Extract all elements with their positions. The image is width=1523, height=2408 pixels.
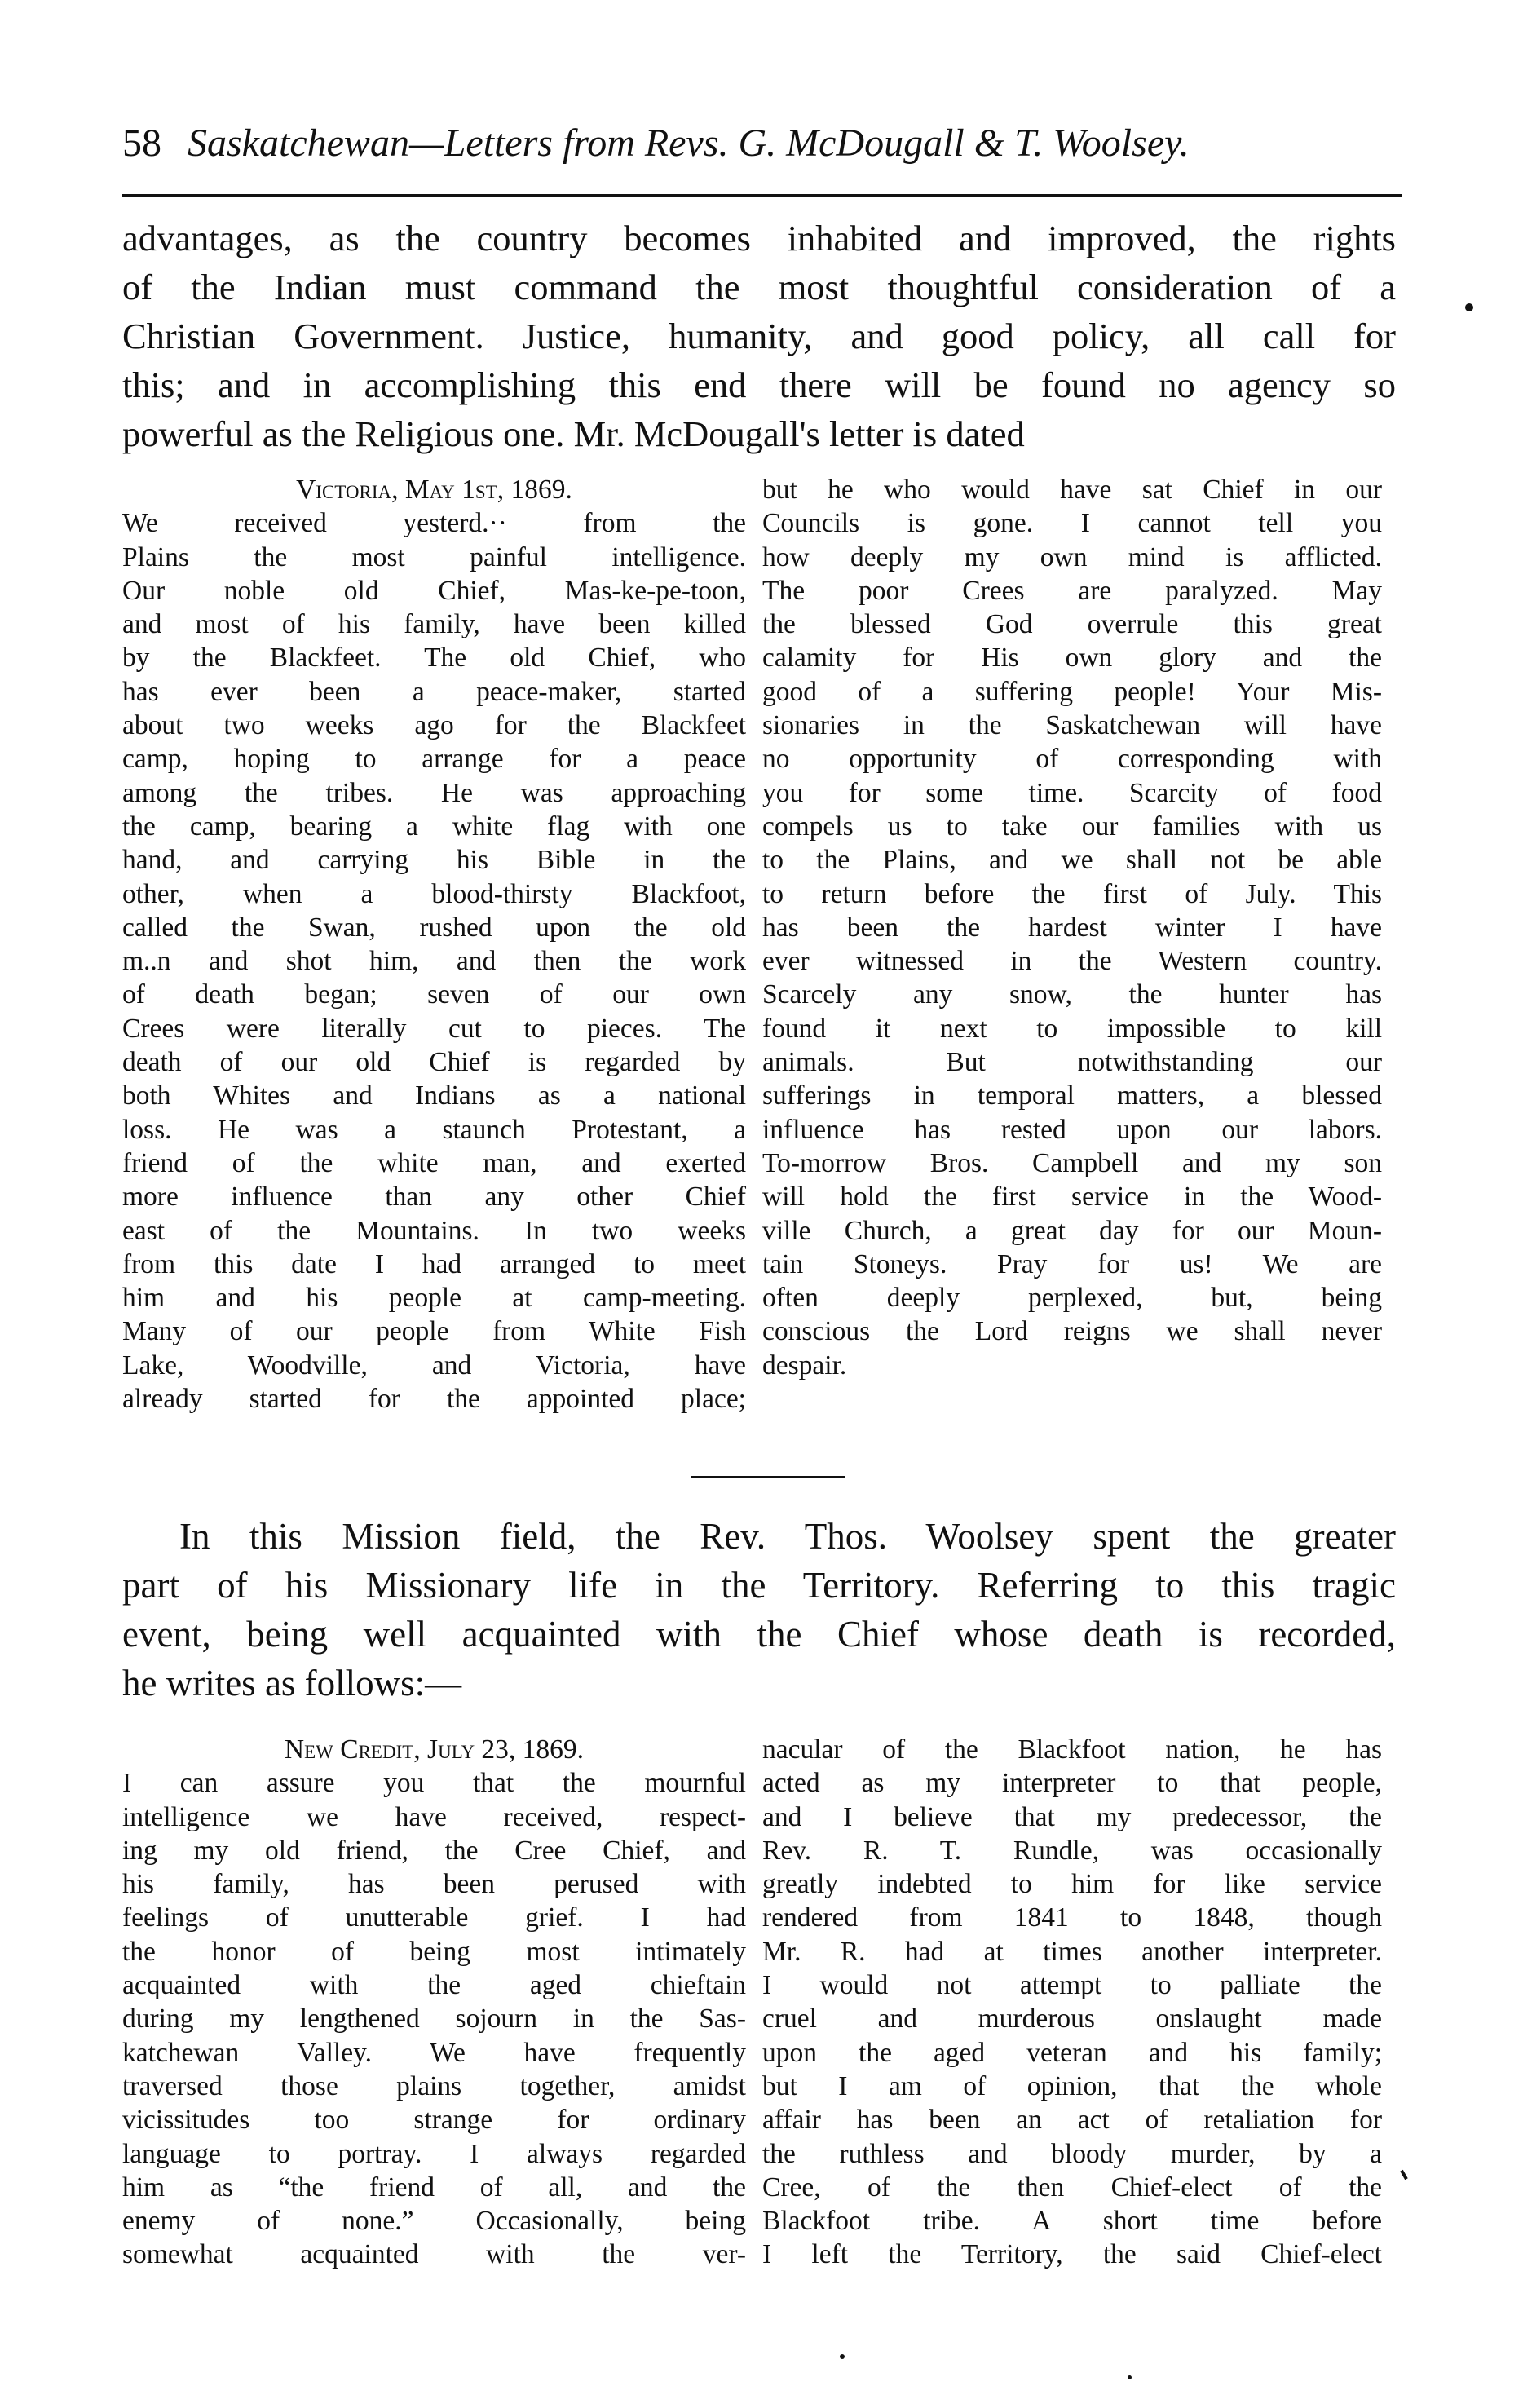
text-line: death of our old Chief is regarded by xyxy=(122,1047,746,1078)
text-line: enemy of none.” Occasionally, being xyxy=(122,2206,746,2237)
text-line: acted as my interpreter to that people, xyxy=(762,1768,1382,1799)
text-line: I left the Territory, the said Chief-elect xyxy=(762,2239,1382,2270)
text-line: from this date I had arranged to meet xyxy=(122,1248,746,1279)
letter1-right-column xyxy=(762,473,1382,1382)
text-line: more influence than any other Chief xyxy=(122,1182,746,1213)
text-line: acquainted with the aged chieftain xyxy=(122,1970,746,2001)
text-line: katchewan Valley. We have frequently xyxy=(122,2037,746,2068)
running-head: Saskatchewan—Letters from Revs. G. McDougall & T. Woolsey. xyxy=(188,122,1190,165)
text-line: loss. He was a staunch Protestant, a xyxy=(122,1114,746,1145)
text-line: has been the hardest winter I have xyxy=(762,912,1382,943)
text-line: affair has been an act of retaliation for xyxy=(762,2105,1382,2136)
text-line: he writes as follows:— xyxy=(122,1663,462,1703)
letter2-dateline: New Credit, July 23, 1869. xyxy=(284,1734,585,1765)
header-rule xyxy=(122,194,1402,197)
text-line: Mr. R. had at times another interpreter. xyxy=(762,1936,1382,1967)
page-header xyxy=(122,121,1394,166)
text-line: sufferings in temporal matters, a blessed xyxy=(762,1080,1382,1111)
text-line: but I am of opinion, that the whole xyxy=(762,2070,1382,2101)
text-line: greatly indebted to him for like service xyxy=(762,1869,1382,1900)
text-line: Councils is gone. I cannot tell you xyxy=(762,508,1382,539)
text-line: friend of the white man, and exerted xyxy=(122,1147,746,1178)
text-line: ever witnessed in the Western country. xyxy=(762,946,1382,977)
text-line: somewhat acquainted with the ver- xyxy=(122,2239,746,2270)
text-line: both Whites and Indians as a national xyxy=(122,1080,746,1111)
text-line: Many of our people from White Fish xyxy=(122,1316,746,1347)
text-line: ing my old friend, the Cree Chief, and xyxy=(122,1835,746,1866)
margin-dot xyxy=(1128,2375,1132,2379)
text-line: of death began; seven of our own xyxy=(122,979,746,1010)
text-line: animals. But notwithstanding our xyxy=(762,1047,1382,1078)
text-line: We received yesterd.·· from the xyxy=(122,508,746,539)
text-line: Scarcely any snow, the hunter has xyxy=(762,979,1382,1010)
text-line: language to portray. I always regarded xyxy=(122,2138,746,2169)
text-line: part of his Missionary life in the Territory. Referring to this tragic xyxy=(122,1565,1396,1606)
text-line: advantages, as the country becomes inhabited and improved, the rights xyxy=(122,218,1396,258)
text-line: the ruthless and bloody murder, by a xyxy=(762,2138,1382,2169)
text-line: Christian Government. Justice, humanity, and good policy, all call for xyxy=(122,316,1396,356)
text-line: I can assure you that the mournful xyxy=(122,1768,746,1799)
text-line: how deeply my own mind is afflicted. xyxy=(762,541,1382,572)
text-line: his family, has been perused with xyxy=(122,1869,746,1900)
text-line: found it next to impossible to kill xyxy=(762,1013,1382,1044)
text-line: Cree, of the then Chief-elect of the xyxy=(762,2172,1382,2203)
text-line: Crees were literally cut to pieces. The xyxy=(122,1013,746,1044)
text-line: Lake, Woodville, and Victoria, have xyxy=(122,1350,746,1381)
text-line: Rev. R. T. Rundle, was occasionally xyxy=(762,1835,1382,1866)
text-line: you for some time. Scarcity of food xyxy=(762,777,1382,808)
text-line: influence has rested upon our labors. xyxy=(762,1114,1382,1145)
text-line: him as “the friend of all, and the xyxy=(122,2172,746,2203)
text-line: ville Church, a great day for our Moun- xyxy=(762,1215,1382,1246)
text-line: has ever been a peace-maker, started xyxy=(122,676,746,707)
letter1-left-column xyxy=(122,473,746,1416)
text-line: him and his people at camp-meeting. xyxy=(122,1283,746,1314)
section-divider xyxy=(691,1476,845,1478)
text-line: camp, hoping to arrange for a peace xyxy=(122,744,746,775)
text-line: will hold the first service in the Wood- xyxy=(762,1182,1382,1213)
middle-paragraph xyxy=(122,1512,1396,1708)
text-line: nacular of the Blackfoot nation, he has xyxy=(762,1734,1382,1765)
text-line: In this Mission field, the Rev. Thos. Woolsey spent the greater xyxy=(179,1516,1396,1557)
text-line: sionaries in the Saskatchewan will have xyxy=(762,710,1382,741)
text-line: but he who would have sat Chief in our xyxy=(762,475,1382,505)
text-line: To-morrow Bros. Campbell and my son xyxy=(762,1147,1382,1178)
text-line: the camp, bearing a white flag with one xyxy=(122,811,746,842)
text-line: calamity for His own glory and the xyxy=(762,643,1382,674)
text-line: about two weeks ago for the Blackfeet xyxy=(122,710,746,741)
text-line: conscious the Lord reigns we shall never xyxy=(762,1316,1382,1347)
text-line: the honor of being most intimately xyxy=(122,1936,746,1967)
text-line: during my lengthened sojourn in the Sas- xyxy=(122,2004,746,2035)
margin-mark xyxy=(1400,2170,1407,2180)
margin-dot xyxy=(1465,303,1473,311)
text-line: and most of his family, have been killed xyxy=(122,609,746,640)
text-line: vicissitudes too strange for ordinary xyxy=(122,2105,746,2136)
text-line: called the Swan, rushed upon the old xyxy=(122,912,746,943)
text-line: east of the Mountains. In two weeks xyxy=(122,1215,746,1246)
text-line: among the tribes. He was approaching xyxy=(122,777,746,808)
text-line: feelings of unutterable grief. I had xyxy=(122,1902,746,1933)
text-line: good of a suffering people! Your Mis- xyxy=(762,676,1382,707)
text-line: cruel and murderous onslaught made xyxy=(762,2004,1382,2035)
text-line: rendered from 1841 to 1848, though xyxy=(762,1902,1382,1933)
page-number: 58 xyxy=(122,122,161,165)
text-line: often deeply perplexed, but, being xyxy=(762,1283,1382,1314)
text-line: to return before the first of July. This xyxy=(762,878,1382,909)
text-line: no opportunity of corresponding with xyxy=(762,744,1382,775)
text-line: despair. xyxy=(762,1350,847,1381)
text-line: already started for the appointed place; xyxy=(122,1384,746,1415)
text-line: traversed those plains together, amidst xyxy=(122,2070,746,2101)
letter1-dateline: Victoria, May 1st, 1869. xyxy=(296,475,572,505)
margin-dot xyxy=(840,2354,845,2359)
text-line: other, when a blood-thirsty Blackfoot, xyxy=(122,878,746,909)
text-line: of the Indian must command the most thoughtful consideration of a xyxy=(122,267,1396,307)
text-line: this; and in accomplishing this end there will be found no agency so xyxy=(122,365,1396,405)
text-line: event, being well acquainted with the Chief whose death is recorded, xyxy=(122,1614,1396,1655)
intro-paragraph xyxy=(122,214,1396,458)
text-line: powerful as the Religious one. Mr. McDougall's letter is dated xyxy=(122,413,1025,454)
text-line: the blessed God overrule this great xyxy=(762,609,1382,640)
text-line: compels us to take our families with us xyxy=(762,811,1382,842)
text-line: Blackfoot tribe. A short time before xyxy=(762,2206,1382,2237)
text-line: upon the aged veteran and his family; xyxy=(762,2037,1382,2068)
text-line: Plains the most painful intelligence. xyxy=(122,541,746,572)
text-line: The poor Crees are paralyzed. May xyxy=(762,575,1382,606)
letter2-right-column xyxy=(762,1733,1382,2272)
text-line: by the Blackfeet. The old Chief, who xyxy=(122,643,746,674)
letter2-left-column xyxy=(122,1733,746,2272)
text-line: hand, and carrying his Bible in the xyxy=(122,845,746,876)
text-line: and I believe that my predecessor, the xyxy=(762,1801,1382,1832)
text-line: Our noble old Chief, Mas-ke-pe-toon, xyxy=(122,575,746,606)
text-line: I would not attempt to palliate the xyxy=(762,1970,1382,2001)
text-line: tain Stoneys. Pray for us! We are xyxy=(762,1248,1382,1279)
text-line: to the Plains, and we shall not be able xyxy=(762,845,1382,876)
text-line: intelligence we have received, respect- xyxy=(122,1801,746,1832)
text-line: m..n and shot him, and then the work xyxy=(122,946,746,977)
